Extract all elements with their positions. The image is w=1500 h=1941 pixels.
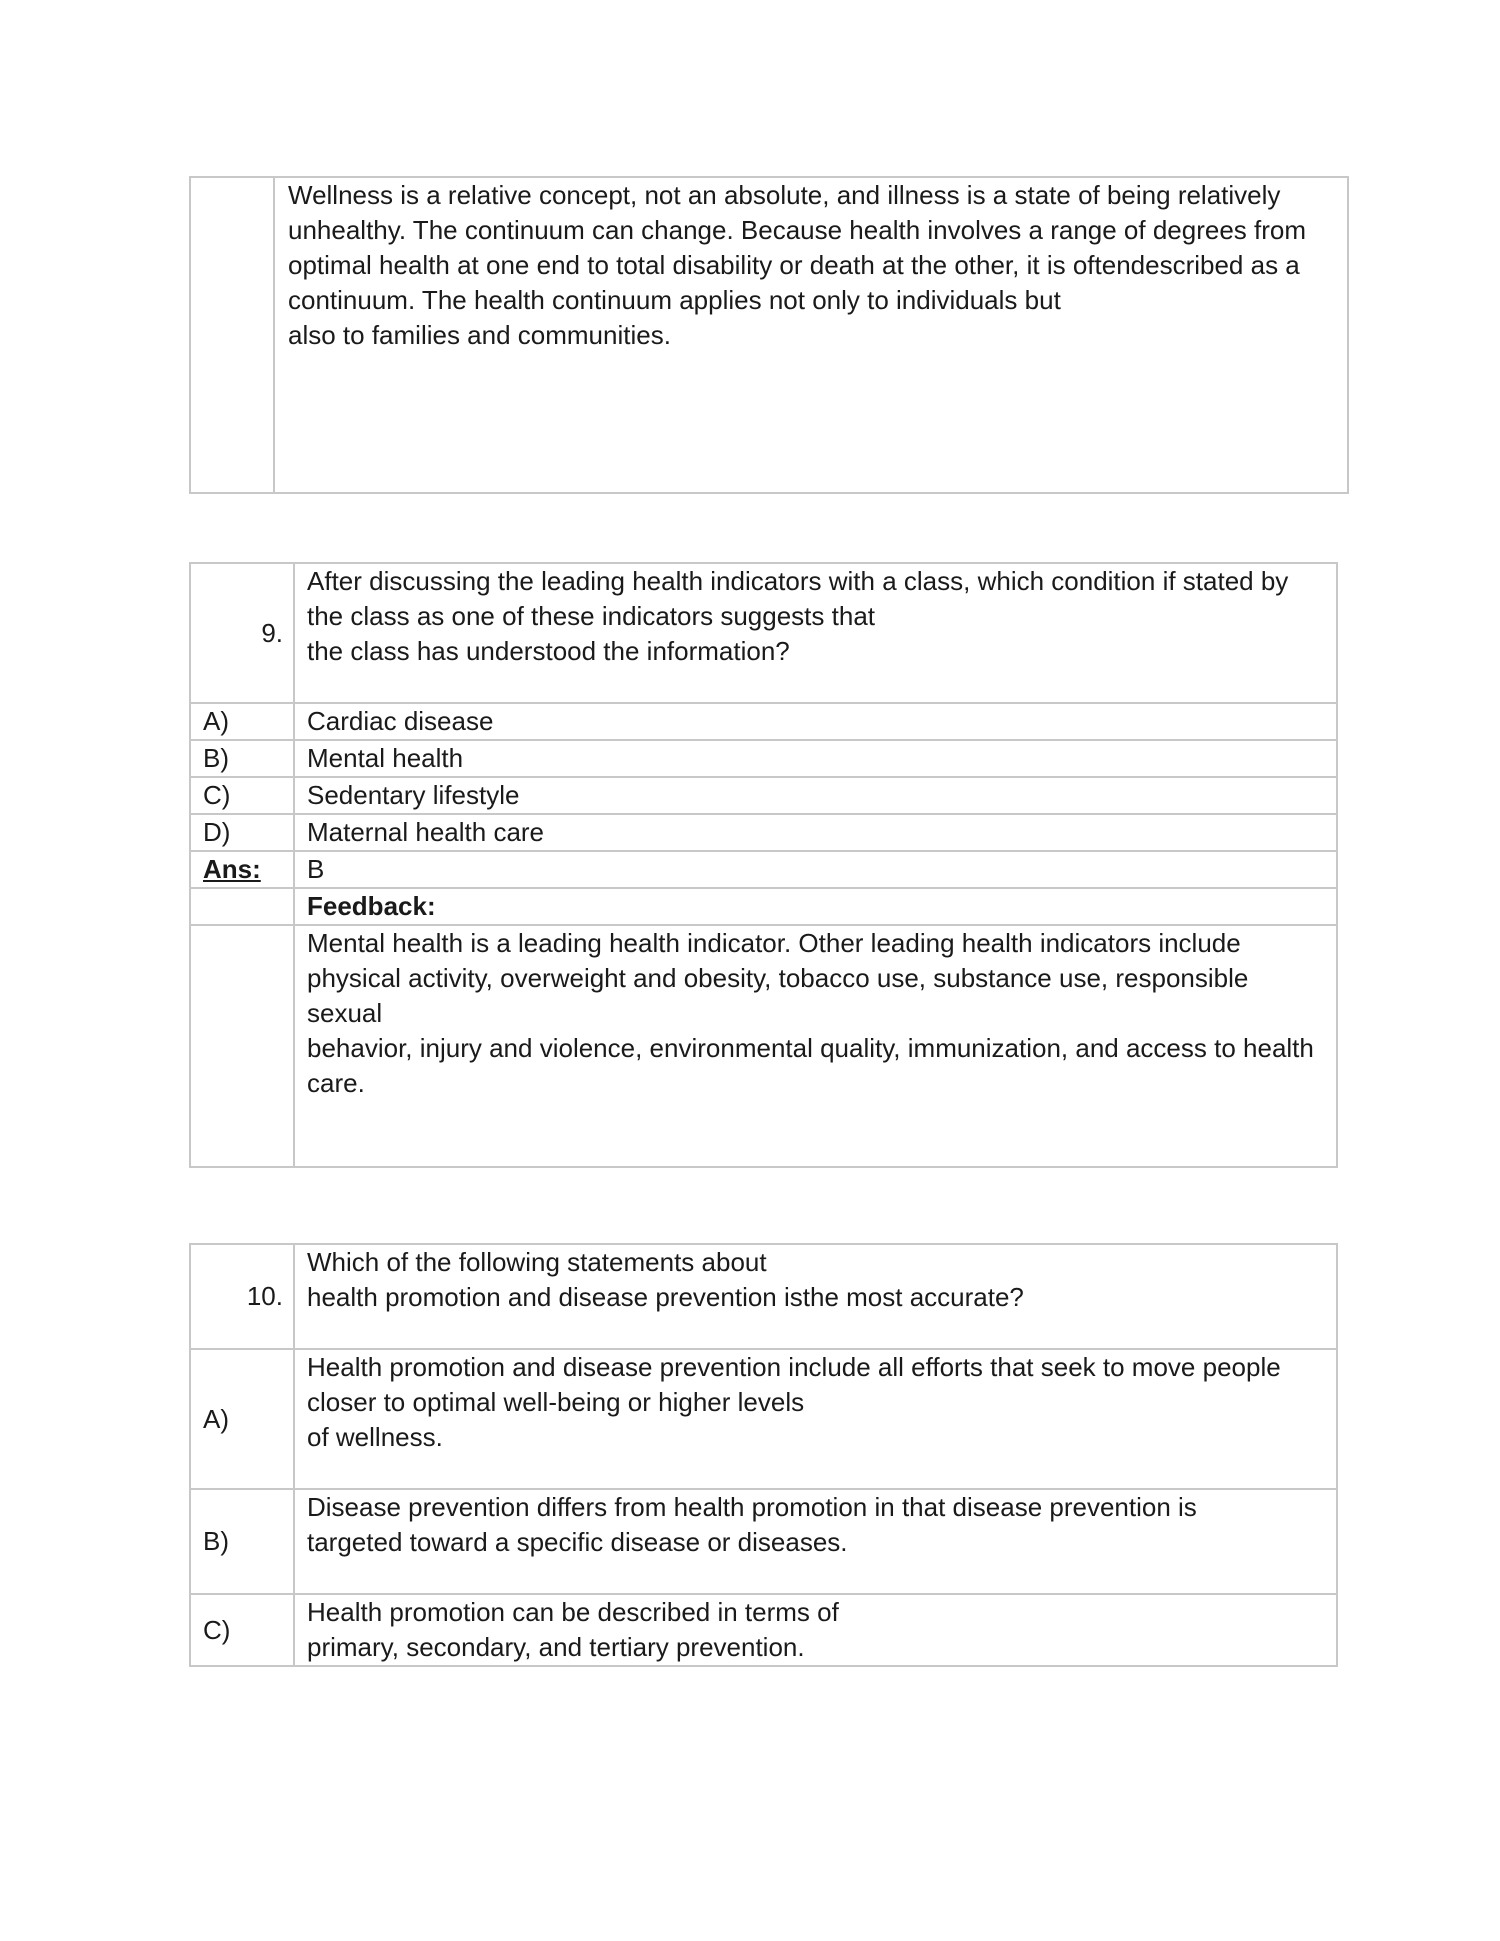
question-9-table [189, 562, 1338, 1168]
option-label: A) [190, 1349, 294, 1489]
feedback-row [190, 925, 1337, 1167]
option-label: B) [190, 1489, 294, 1594]
option-line: Disease prevention differs from health promotion in that disease prevention is [307, 1492, 1197, 1522]
option-row [190, 1594, 1337, 1666]
question-text [294, 1244, 1337, 1349]
feedback-continuation-table [189, 176, 1349, 494]
option-line: of wellness. [307, 1422, 443, 1452]
answer-label: Ans: [190, 851, 294, 888]
option-text [294, 1594, 1337, 1666]
option-text [294, 1349, 1337, 1489]
option-text: Cardiac disease [294, 703, 1337, 740]
feedback-line: physical activity, overweight and obesity, tobacco use, substance use, responsible sexual [307, 963, 1249, 1028]
option-label: D) [190, 814, 294, 851]
paragraph-line: Wellness is a relative concept, not an absolute, and illness is a state of being relatively [288, 180, 1281, 210]
option-row [190, 814, 1337, 851]
empty-cell [190, 925, 294, 1167]
option-line: targeted toward a specific disease or diseases. [307, 1527, 848, 1557]
question-line: the class has understood the information? [307, 636, 790, 666]
option-text: Sedentary lifestyle [294, 777, 1337, 814]
paragraph-line: unhealthy. The continuum can change. Because health involves a range of degrees from [288, 215, 1307, 245]
option-label: C) [190, 1594, 294, 1666]
feedback-text [294, 925, 1337, 1167]
option-row [190, 740, 1337, 777]
question-text [294, 563, 1337, 703]
question-line: After discussing the leading health indicators with a class, which condition if stated by [307, 566, 1289, 596]
question-number: 10. [190, 1244, 294, 1349]
option-text: Maternal health care [294, 814, 1337, 851]
wellness-paragraph [274, 177, 1348, 493]
option-row [190, 703, 1337, 740]
question-line: the class as one of these indicators suggests that [307, 601, 876, 631]
question-10-table [189, 1243, 1338, 1667]
feedback-line: care. [307, 1068, 365, 1098]
option-line: primary, secondary, and tertiary prevention. [307, 1632, 805, 1662]
option-line: Health promotion can be described in terms of [307, 1597, 839, 1627]
option-row [190, 777, 1337, 814]
empty-cell [190, 177, 274, 493]
question-line: Which of the following statements about [307, 1247, 767, 1277]
option-text: Mental health [294, 740, 1337, 777]
option-line: Health promotion and disease prevention include all efforts that seek to move people [307, 1352, 1281, 1382]
question-number: 9. [190, 563, 294, 703]
question-line: health promotion and disease prevention isthe most accurate? [307, 1282, 1024, 1312]
option-line: closer to optimal well-being or higher levels [307, 1387, 805, 1417]
feedback-label: Feedback: [294, 888, 1337, 925]
paragraph-line: also to families and communities. [288, 320, 671, 350]
option-label: B) [190, 740, 294, 777]
feedback-line: Mental health is a leading health indicator. Other leading health indicators include [307, 928, 1241, 958]
feedback-line: behavior, injury and violence, environmental quality, immunization, and access to health [307, 1033, 1314, 1063]
option-row [190, 1349, 1337, 1489]
paragraph-line: optimal health at one end to total disability or death at the other, it is oftendescribed as a [288, 250, 1300, 280]
option-text [294, 1489, 1337, 1594]
option-label: A) [190, 703, 294, 740]
option-label: C) [190, 777, 294, 814]
feedback-header-row [190, 888, 1337, 925]
empty-cell [190, 888, 294, 925]
answer-row [190, 851, 1337, 888]
paragraph-line: continuum. The health continuum applies not only to individuals but [288, 285, 1061, 315]
answer-value: B [294, 851, 1337, 888]
option-row [190, 1489, 1337, 1594]
